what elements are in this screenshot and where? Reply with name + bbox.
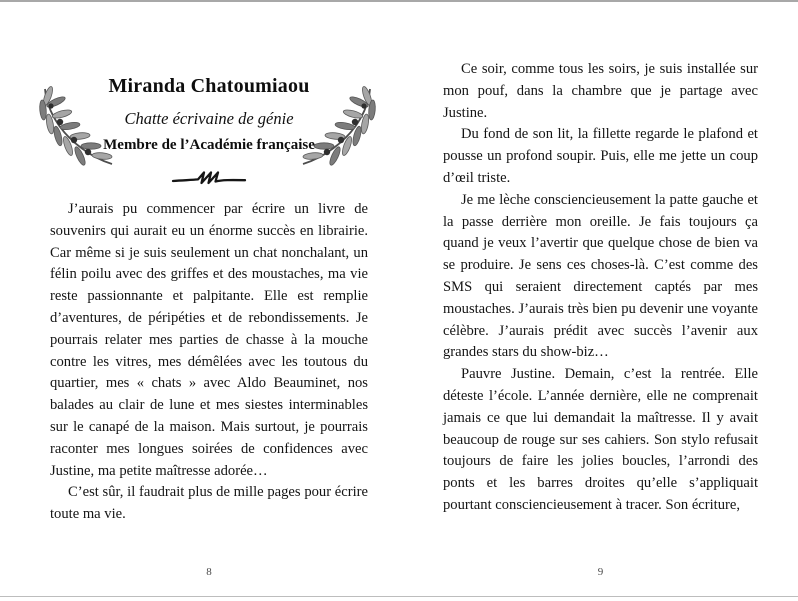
left-page: [50, 0, 368, 601]
paragraph: J’aurais pu commencer par écrire un livre de souvenirs qui aurait eu un énorme succès en librairie. Car même si je suis seulement un chat nonchalant, un félin poilu avec des griffes et des moustaches, ma vie reste passionnante et palpitante. Elle est remplie d’aventures, de péripéties et de rebondissements. Je pourrais relater mes parties de chasse à la mouche contre les vitres, mes démêlées avec les toutous du quartier, mes « chats » avec Aldo Beauminet, nos balades au clair de lune et mes siestes interminables sur le canapé de la maison. Mais surtout, je pourrais raconter mes longues soirées de confidences avec Justine, ma petite maîtresse adorée…: [50, 201, 368, 479]
paragraph: C’est sûr, il faudrait plus de mille pages pour écrire toute ma vie.: [50, 484, 368, 523]
paragraph: Du fond de son lit, la fillette regarde le plafond et pousse un profond soupir. Puis, elle me jette un coup d’œil triste.: [443, 126, 758, 186]
paragraph: Pauvre Justine. Demain, c’est la rentrée. Elle déteste l’école. L’année dernière, elle ne comprenait jamais ce que lui demandait la maîtresse. Il y avait beaucoup de rouge sur ses cahiers. Son stylo refusait toujours de faire les jolies boucles, l’arrondi des ponts et les barres droites qu’elle s’appliquait pourtant consciencieusement à tracer. Son écriture,: [443, 366, 758, 513]
paragraph: Ce soir, comme tous les soirs, je suis installée sur mon pouf, dans la chambre que je partage avec Justine.: [443, 61, 758, 121]
paragraph: Je me lèche consciencieusement la patte gauche et la passe derrière mon oreille. Je fais toujours ça quand je veux l’avertir que quelque chose de bien va se produire. Je sens ces choses-là. C’est comme des SMS qui seraient directement captés par mes moustaches. J’aurais très bien pu devenir une voyante célèbre. J’aurais prédit avec succès l’avenir aux grandes stars du show-biz…: [443, 191, 758, 361]
author-title: Miranda Chatoumiaou: [108, 75, 310, 97]
right-page-text: [443, 59, 758, 517]
bottom-rule: [0, 596, 798, 597]
right-page: [443, 0, 758, 601]
author-affiliation: Membre de l’Académie française: [103, 137, 315, 153]
squiggle-divider-icon: [170, 168, 248, 190]
left-page-number: 8: [206, 566, 212, 578]
author-subtitle: Chatte écrivaine de génie: [124, 109, 294, 128]
right-page-number: 9: [597, 566, 604, 578]
left-page-text: [50, 199, 368, 526]
